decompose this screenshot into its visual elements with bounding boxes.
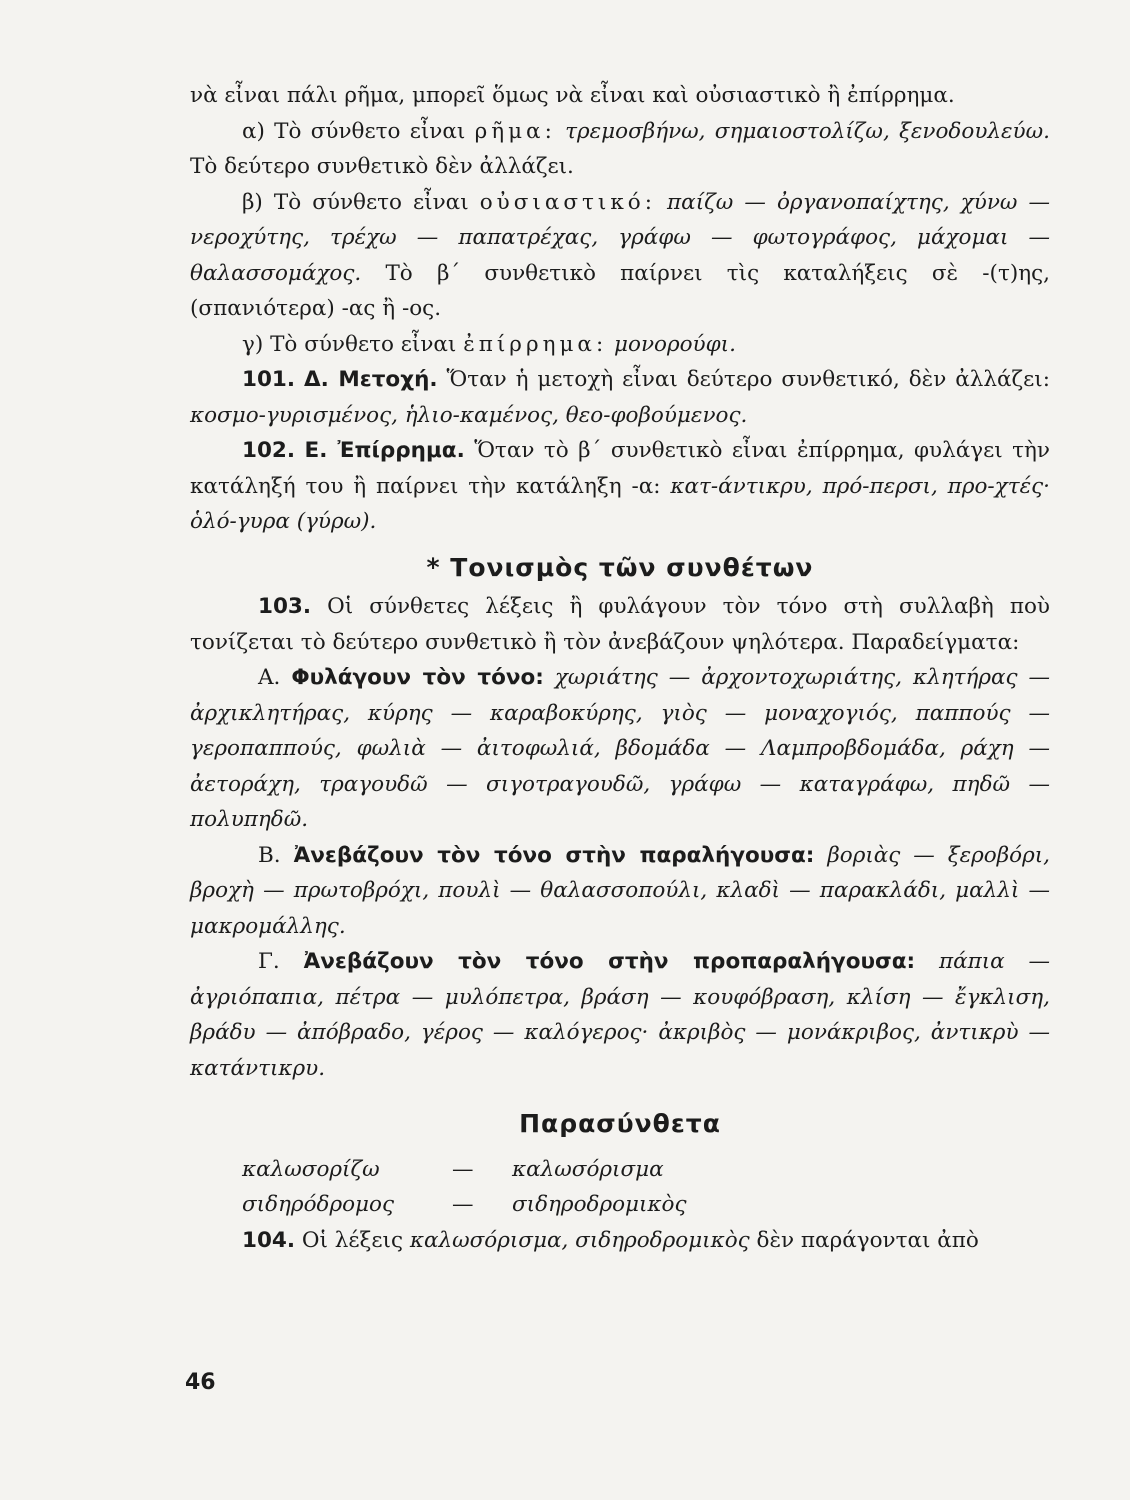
item-b-tail: Τὸ β΄ συνθετικὸ παίρνει τὶς καταλήξεις σὲ -(τ)ης, (σπανιότερα) -ας ἢ -ος. — [190, 260, 1050, 321]
item-c-examples: μονορούφι. — [614, 331, 736, 357]
group-g-examples: πάπια — ἀγριόπαπια, πέτρα — μυλόπετρα, βράση — κουφόβραση, κλίση — ἔγκλιση, βράδυ — ἀπόβραδο, γέρος — καλόγερος· ἀκριβὸς — μονάκριβος, ἀντικρὺ — κατάντικρυ. — [190, 949, 1051, 1081]
word-pair-right: σιδηροδρομικὸς — [512, 1192, 687, 1217]
word-pair-left: καλωσορίζω — [242, 1156, 380, 1182]
paragraph-104-examples: καλωσόρισμα, σιδηροδρομικὸς — [409, 1227, 750, 1253]
item-c-key: ἐπίρρημα: — [463, 331, 608, 357]
paragraph-101-examples: κοσμο-γυρισμένος, ἡλιο-καμένος, θεο-φοβούμενος. — [190, 402, 748, 428]
group-b-title: Ἀνεβάζουν τὸν τόνο στὴν παραλήγουσα: — [293, 842, 815, 868]
item-b-key: οὐσιαστικό: — [479, 189, 656, 215]
item-c — [190, 327, 1050, 363]
group-b-examples: βοριὰς — ξεροβόρι, βροχὴ — πρωτοβρόχι, πουλὶ — θαλασσοπούλι, κλαδὶ — παρακλάδι, μαλλὶ — μακρομάλλης. — [190, 842, 1050, 939]
paragraph-104-number: 104. — [242, 1227, 296, 1253]
paragraph-102-number: 102. — [242, 438, 296, 463]
word-pairs — [242, 1152, 1050, 1223]
paragraph-102-title: Ε. Ἐπίρρημα. — [304, 438, 465, 463]
item-a-examples: τρεμοσβήνω, σημαιοστολίζω, ξενοδουλεύω. — [565, 118, 1050, 144]
paragraph-104 — [190, 1223, 1050, 1259]
paragraph-101-title: Δ. Μετοχή. — [303, 367, 438, 392]
group-b-label: Β. — [258, 842, 281, 868]
item-b-label: β) Τὸ σύνθετο εἶναι — [242, 189, 469, 215]
word-pair-right: καλωσόρισμα — [512, 1156, 664, 1182]
group-g — [190, 944, 1050, 1086]
item-a — [190, 114, 1050, 185]
paragraph-103-number: 103. — [258, 594, 312, 619]
item-a-label: α) Τὸ σύνθετο εἶναι — [242, 118, 466, 144]
group-a-label: Α. — [258, 665, 281, 690]
section-heading-tonismos: * Τονισμὸς τῶν συνθέτων — [426, 552, 814, 582]
paragraph-102-text: Ὅταν τὸ β΄ συνθετικὸ εἶναι ἐπίρρημα, φυλάγει τὴν κατάληξή του ἢ παίρνει τὴν κατάληξη -α: — [190, 438, 1050, 499]
word-pair — [242, 1187, 1050, 1223]
group-a-title: Φυλάγουν τὸν τόνο: — [291, 665, 544, 690]
paragraph-continued: νὰ εἶναι πάλι ρῆμα, μπορεῖ ὅμως νὰ εἶναι καὶ οὐσιαστικὸ ἢ ἐπίρρημα. — [190, 83, 955, 108]
paragraph-102-examples: κατ-άντικρυ, πρό-περσι, προ-χτές· ὁλό-γυρα (γύρω). — [190, 473, 1050, 534]
paragraph-104-text-start: Οἱ λέξεις — [301, 1227, 403, 1253]
word-pair-dash: — — [452, 1156, 474, 1182]
paragraph-103 — [190, 589, 1050, 660]
item-b — [190, 185, 1050, 327]
paragraph-101-number: 101. — [242, 367, 296, 392]
item-a-tail: Τὸ δεύτερο συνθετικὸ δὲν ἀλλάζει. — [190, 154, 574, 179]
item-a-key: ρῆμα: — [474, 118, 556, 144]
group-g-title: Ἀνεβάζουν τὸν τόνο στὴν προπαραλήγουσα: — [303, 949, 916, 974]
page-body — [190, 78, 1050, 1258]
word-pair-left: σιδηρόδρομος — [242, 1192, 395, 1217]
page-number: 46 — [185, 1370, 216, 1395]
section-heading-parasyntheta: Παρασύνθετα — [519, 1109, 721, 1138]
group-a-examples: χωριάτης — ἀρχοντοχωριάτης, κλητήρας — ἀρχικλητήρας, κύρης — καραβοκύρης, γιὸς — μοναχογιός, παππούς — γεροπαππούς, φωλιὰ — ἀιτοφωλιά, βδομάδα — Λαμπροβδομάδα, ράχη — ἀετοράχη, τραγουδῶ — σιγοτραγουδῶ, γράφω — καταγράφω, πηδῶ — πολυπηδῶ. — [190, 665, 1050, 832]
group-b — [190, 838, 1050, 945]
paragraph-103-text: Οἱ σύνθετες λέξεις ἢ φυλάγουν τὸν τόνο στὴ συλλαβὴ ποὺ τονίζεται τὸ δεύτερο συνθετικὸ ἢ τὸν ἀνεβάζουν ψηλότερα. Παραδείγματα: — [190, 594, 1050, 655]
word-pair-dash: — — [452, 1192, 474, 1217]
paragraph-102 — [190, 433, 1050, 540]
word-pair — [242, 1152, 1050, 1188]
item-b-examples: παίζω — ὀργανοπαίχτης, χύνω — νεροχύτης, τρέχω — παπατρέχας, γράφω — φωτογράφος, μάχομαι — θαλασσομάχος. — [190, 189, 1050, 286]
paragraph-101-text: Ὅταν ἡ μετοχὴ εἶναι δεύτερο συνθετικό, δὲν ἀλλάζει: — [446, 367, 1050, 392]
group-g-label: Γ. — [258, 949, 280, 974]
item-c-label: γ) Τὸ σύνθετο εἶναι — [242, 331, 457, 357]
group-a — [190, 660, 1050, 838]
paragraph-101 — [190, 362, 1050, 433]
paragraph-104-text-end: δὲν παράγονται ἀπὸ — [756, 1227, 979, 1253]
